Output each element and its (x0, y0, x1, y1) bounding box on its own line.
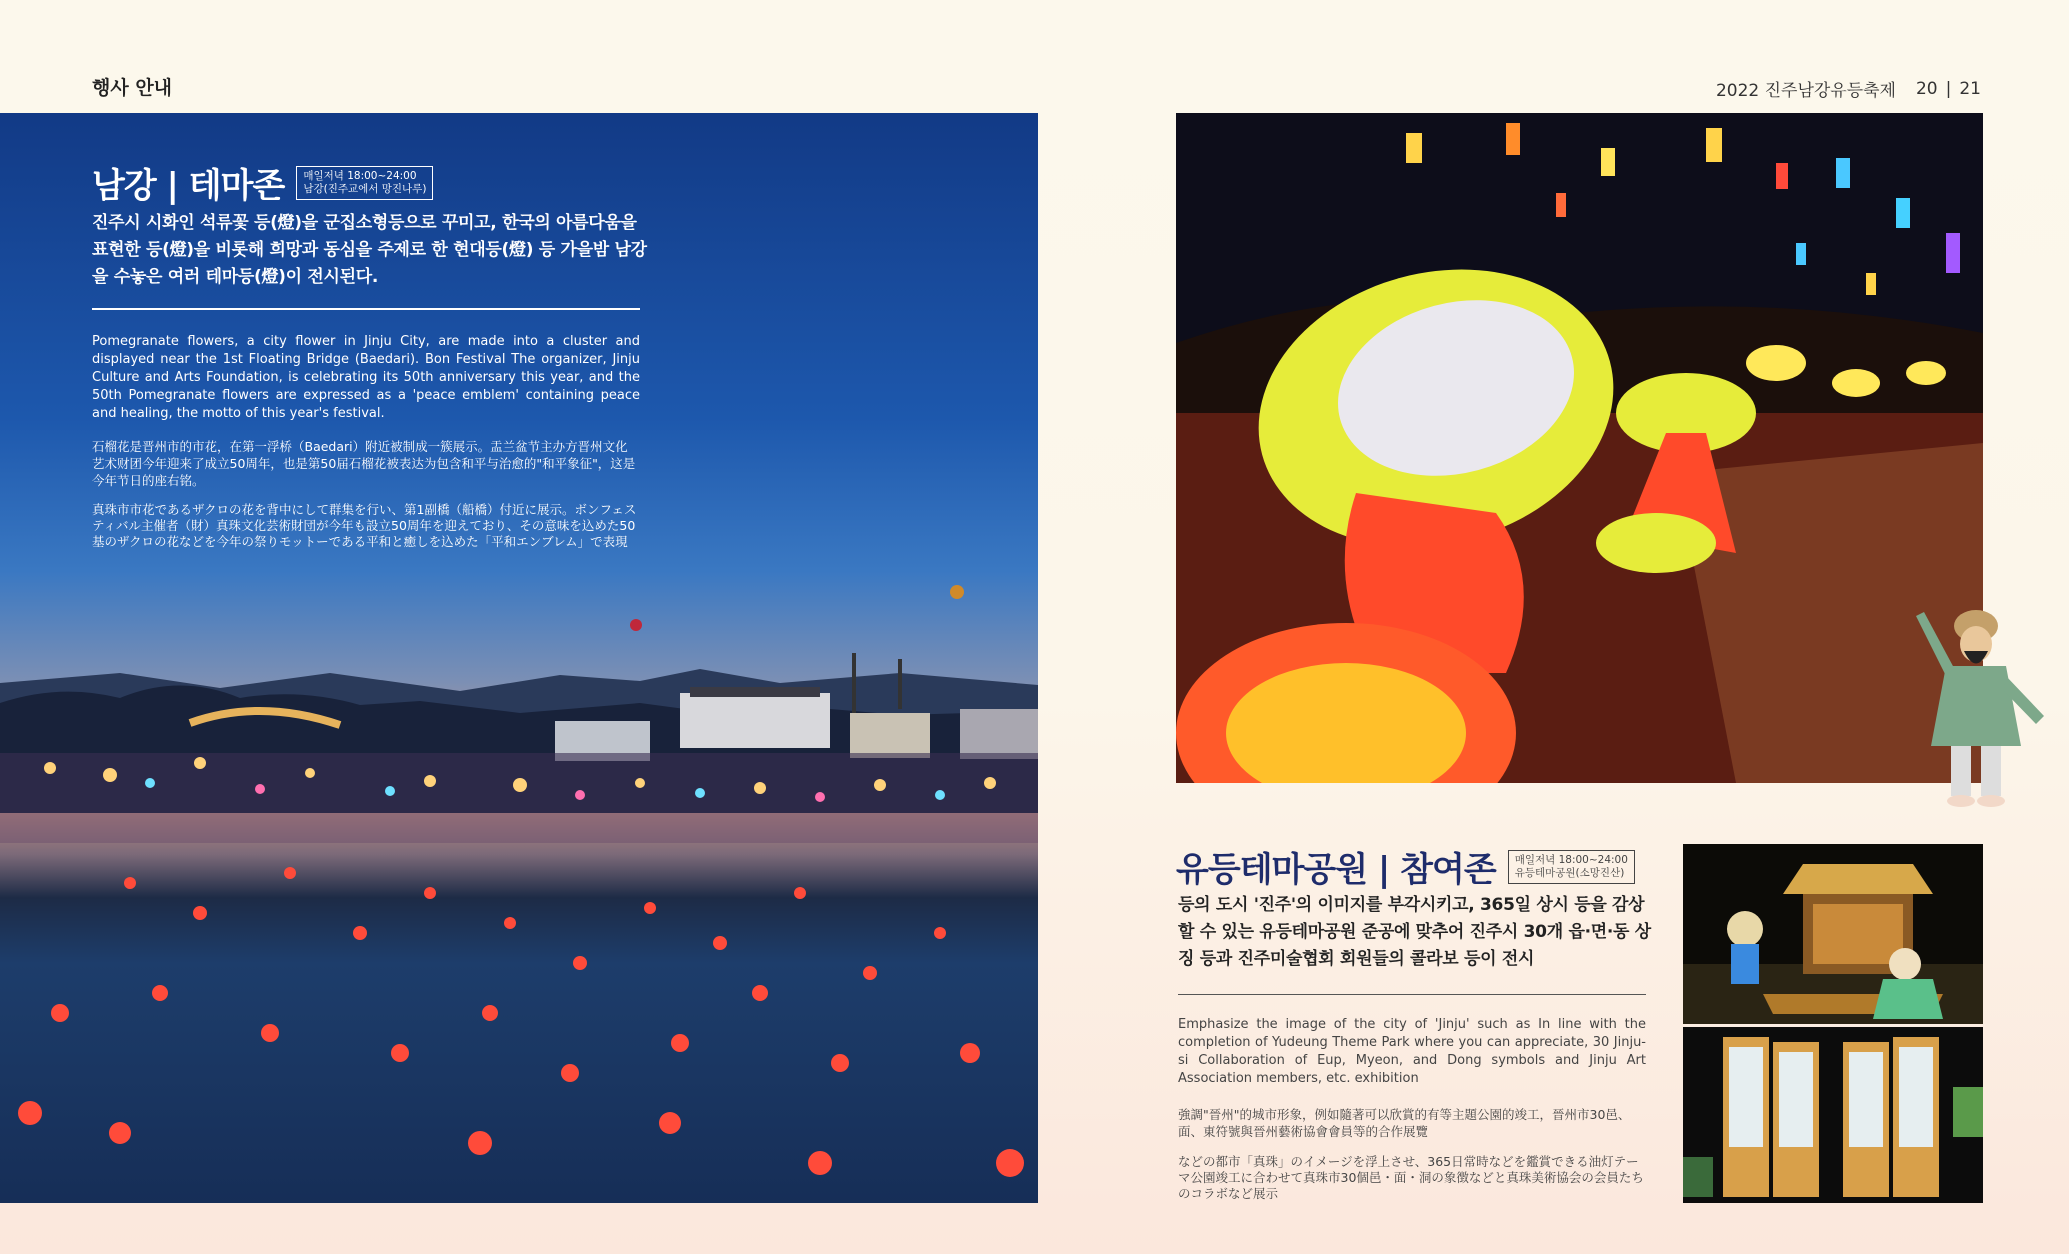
page-separator: | (1945, 78, 1952, 99)
theme-park-korean-text: 등의 도시 '진주'의 이미지를 부각시키고, 365일 상시 등을 감상할 수 있는 유등테마공원 준공에 맞추어 진주시 30개 읍·면·동 상징 등과 진주미술협회 회원들의 콜라보 등이 전시 (1178, 895, 1651, 969)
page-header (1716, 76, 1981, 101)
theme-park-chinese-text: 強調"晉州"的城市形象，例如隨著可以欣賞的有等主題公園的竣工，晉州市30邑、面、東符號與晉州藝術協會會員等的合作展覽 (1178, 1107, 1631, 1139)
namgang-hours: 매일저녁 18:00~24:00 (303, 169, 417, 182)
page-number-left: 20 (1915, 78, 1938, 99)
namgang-english-text: Pomegranate flowers, a city flower in Jinju City, are made into a cluster and displayed near the 1st Floating Bridge (Baedari). Bon Festival The organizer, Jinju Culture and Arts Foundation, is celebrating its 50th anniversary this year, and the 50th Pomegranate flowers are expressed as a 'peace emblem' containing peace and healing, the motto of this year's festival. (92, 334, 640, 421)
namgang-chinese-text: 石榴花是晋州市的市花，在第一浮桥（Baedari）附近被制成一簇展示。盂兰盆节主办方晋州文化艺术财团今年迎来了成立50周年，也是第50届石榴花被表达为包含和平与治愈的"和平象征"，这是今年节日的座右铭。 (92, 439, 636, 488)
namgang-japanese-text: 真珠市市花であるザクロの花を背中にして群集を行い、第1副橋（船橋）付近に展示。ボンフェスティバル主催者（財）真珠文化芸術財団が今年も設立50周年を迎えており、その意味を込めた50基のザクロの花などを今年の祭りモットーである平和と癒しを込めた「平和エンブレム」で表現 (92, 502, 637, 549)
divider (92, 308, 640, 310)
section-label: 행사 안내 (92, 77, 173, 99)
namgang-title: 남강 | 테마존 (92, 166, 285, 206)
traditional-puppet-illustration (1906, 596, 2046, 816)
theme-park-japanese-text: などの都市「真珠」のイメージを浮上させ、365日常時などを鑑賞できる油灯テーマ公園竣工に合わせて真珠市30個邑・面・洞の象徴などと真珠美術協会の会員たちのコラボなど展示 (1178, 1154, 1644, 1201)
namgang-info-box (296, 166, 433, 200)
festival-title: 2022 진주남강유등축제 (1715, 81, 1896, 101)
theme-park-hours: 매일저녁 18:00~24:00 (1514, 853, 1628, 866)
folding-screen-lantern-photo (1683, 1027, 1983, 1203)
lantern-diorama-photo (1683, 844, 1983, 1024)
divider (1178, 994, 1646, 995)
page-number-right: 21 (1959, 78, 1981, 99)
namgang-korean-text: 진주시 시화인 석류꽃 등(燈)을 군집소형등으로 꾸미고, 한국의 아름다움을 표현한 등(燈)을 비롯해 희망과 동심을 주제로 한 현대등(燈) 등 가을밤 남강을 수놓은 여러 테마등(燈)이 전시된다. (92, 213, 647, 287)
lantern-garden-photo (1176, 113, 1983, 783)
theme-park-info-box (1508, 850, 1635, 884)
theme-park-title: 유등테마공원 | 참여존 (1176, 850, 1496, 890)
theme-park-location: 유등테마공원(소망진산) (1514, 866, 1625, 879)
namgang-location: 남강(진주교에서 망진나루) (303, 182, 427, 195)
theme-park-section-title (1176, 842, 1635, 891)
theme-park-english-text: Emphasize the image of the city of 'Jinju' such as In line with the completion of Yudeung Theme Park where you can appreciate, 30 Jinju-si Collaboration of Eup, Myeon, and Dong symbols and Jinju Art Association members, etc. exhibition (1178, 1017, 1646, 1086)
namgang-section-title (92, 158, 433, 207)
